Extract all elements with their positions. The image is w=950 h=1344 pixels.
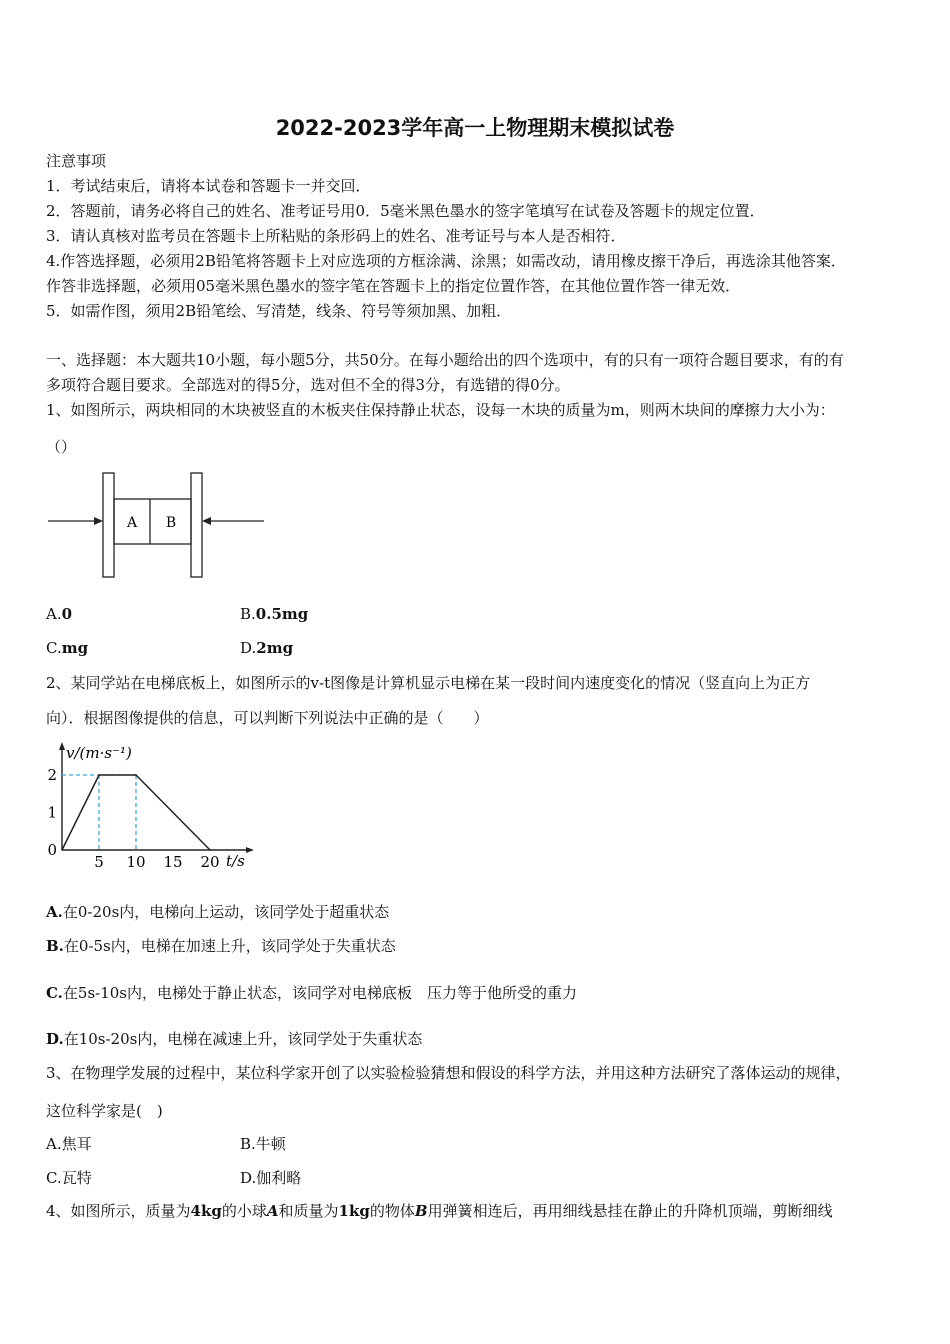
- q2-option-b[interactable]: B.在0-5s内，电梯在加速上升，该同学处于失重状态: [46, 937, 396, 955]
- data-point: [61, 849, 63, 851]
- q2-option-c[interactable]: C.在5s-10s内，电梯处于静止状态，该同学对电梯底板 压力等于他所受的重力: [46, 984, 578, 1002]
- q3-option-c[interactable]: C.瓦特: [46, 1169, 92, 1187]
- q1-option-b[interactable]: B.0.5mg: [240, 605, 309, 623]
- q3-option-b[interactable]: B.牛顿: [240, 1135, 286, 1153]
- y-axis-arrow: [59, 742, 65, 750]
- notice-item: 作答非选择题，必须用05毫米黑色墨水的签字笔在答题卡上的指定位置作答，在其他位置作答一律无效．: [46, 277, 741, 295]
- q1-option-d[interactable]: D.2mg: [240, 639, 294, 657]
- x-tick-label: 15: [163, 853, 183, 871]
- q4-stem-line-1: 4、如图所示，质量为4kg的小球A和质量为1kg的物体B用弹簧相连后，再用细线悬挂在静止的升降机顶端，剪断细线: [46, 1202, 833, 1220]
- notice-heading: 注意事项: [46, 152, 107, 170]
- data-point: [135, 774, 137, 776]
- q2-vt-chart: [40, 738, 260, 873]
- y-tick-label: 2: [47, 766, 57, 784]
- notice-item: 5．如需作图，须用2B铅笔绘、写清楚，线条、符号等须加黑、加粗．: [46, 302, 512, 320]
- notice-item: 3．请认真核对监考员在答题卡上所粘贴的条形码上的姓名、准考证号与本人是否相符．: [46, 227, 626, 245]
- q3-stem-line-2: 这位科学家是( ): [46, 1102, 163, 1120]
- y-tick-label: 1: [47, 803, 57, 822]
- q1-option-a[interactable]: A.0: [46, 605, 73, 623]
- q3-stem-line-1: 3、在物理学发展的过程中，某位科学家开创了以实验检验猜想和假设的科学方法，并用这种方法研究了落体运动的规律，: [46, 1064, 851, 1082]
- data-point: [209, 849, 211, 851]
- page-title: 2022-2023学年高一上物理期末模拟试卷: [275, 116, 675, 140]
- q2-stem-line-2: 向）．根据图像提供的信息，可以判断下列说法中正确的是（ ）: [46, 709, 489, 727]
- section-intro-line-1: 一、选择题：本大题共10小题，每小题5分，共50分。在每小题给出的四个选项中，有的只有一项符合题目要求，有的有: [46, 351, 844, 369]
- q2-option-a[interactable]: A.在0-20s内，电梯向上运动，该同学处于超重状态: [46, 903, 390, 921]
- q1-option-c[interactable]: C.mg: [46, 639, 89, 657]
- x-axis-arrow: [246, 847, 254, 853]
- x-axis-label: t/s: [226, 852, 245, 870]
- data-point: [98, 774, 100, 776]
- notice-item: 2．答题前，请务必将自己的姓名、准考证号用0．5毫米黑色墨水的签字笔填写在试卷及答题卡的规定位置．: [46, 202, 765, 220]
- block-a-label: A: [126, 515, 138, 531]
- block-b-label: B: [165, 515, 177, 531]
- q2-stem-line-1: 2、某同学站在电梯底板上，如图所示的v-t图像是计算机显示电梯在某一段时间内速度变化的情况（竖直向上为正方: [46, 674, 811, 692]
- x-tick-label: 5: [94, 853, 104, 871]
- notice-item: 4.作答选择题，必须用2B铅笔将答题卡上对应选项的方框涂满、涂黑；如需改动，请用橡皮擦干净后，再选涂其他答案．: [46, 252, 846, 270]
- notice-item: 1．考试结束后，请将本试卷和答题卡一并交回．: [46, 177, 371, 195]
- q1-stem-line-1: 1、如图所示，两块相同的木块被竖直的木板夹住保持静止状态，设每一木块的质量为m，则两木块间的摩擦力大小为：: [46, 401, 835, 419]
- q1-figure-blocks: [46, 468, 271, 583]
- q1-stem-line-2: （）: [46, 438, 77, 456]
- x-tick-label: 20: [200, 853, 220, 871]
- q3-option-a[interactable]: A.焦耳: [46, 1135, 92, 1153]
- y-axis-label: v/(m·s⁻¹): [66, 744, 132, 762]
- q3-option-d[interactable]: D.伽利略: [240, 1169, 302, 1187]
- section-intro-line-2: 多项符合题目要求。全部选对的得5分，选对但不全的得3分，有选错的得0分。: [46, 376, 570, 394]
- x-tick-label: 10: [126, 853, 146, 871]
- q2-option-d[interactable]: D.在10s-20s内，电梯在减速上升，该同学处于失重状态: [46, 1030, 423, 1048]
- y-tick-label: 0: [47, 841, 57, 859]
